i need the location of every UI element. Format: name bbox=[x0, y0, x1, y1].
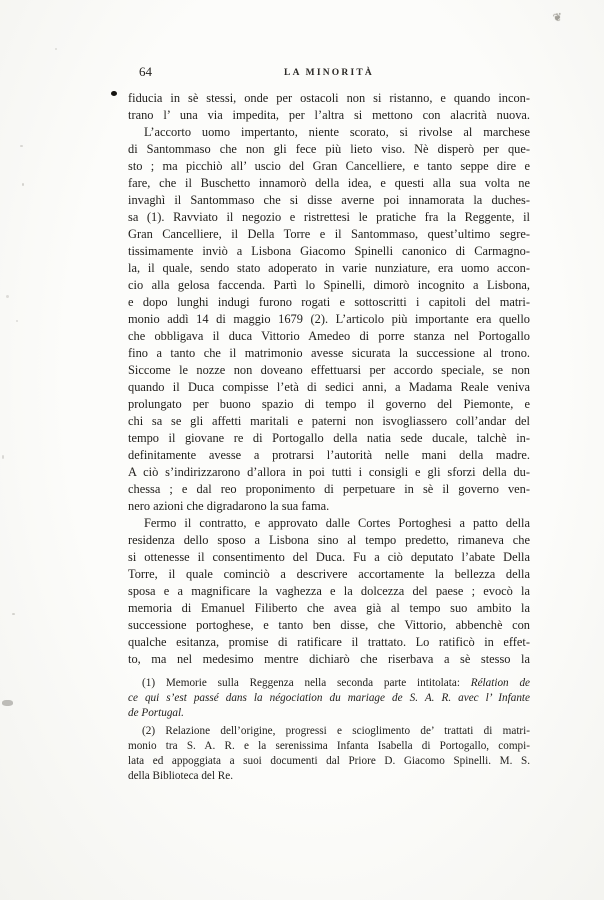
footnote-italic-text: ce qui s’est passé dans la négociation du mariage de S. A. R. avec l’ Infante bbox=[128, 692, 530, 704]
text-line: monio addì 14 di maggio 1679 (2). L’articolo più importante era quello bbox=[128, 312, 530, 326]
text-line: e dopo lunghi indugi furono rogati e sottoscritti i capitoli del matri- bbox=[128, 295, 530, 309]
footnote-text: (1) Memorie sulla Reggenza nella seconda parte intitolata: bbox=[142, 677, 471, 689]
footnote-italic-text: Rélation de bbox=[470, 677, 531, 689]
text-line: Gran Cancelliere, il Della Torre e il Santommaso, quest’ultimo segre- bbox=[128, 227, 530, 241]
footnote-text: (2) Relazione dell’origine, progressi e scioglimento de’ trattati di matri- bbox=[142, 725, 530, 737]
footnote-text: lata ed appoggiata a suoi documenti dal Priore D. Giacomo Spinelli. M. S. bbox=[128, 755, 530, 767]
text-line: A ciò s’indirizzarono d’allora in poi tutti i consigli e gli sforzi della du- bbox=[128, 465, 530, 479]
scan-speck bbox=[6, 295, 9, 298]
text-line: sa (1). Ravviato il negozio e ristrettesi le pratiche fra la Reggente, il bbox=[128, 210, 530, 224]
scan-speck bbox=[2, 700, 13, 706]
text-line: chi sa se gli affetti maritali e paterni non isvogliassero coll’andar del bbox=[128, 414, 530, 428]
text-line: cio alla gelosa faccenda. Partì lo Spinelli, dimorò incognito a Lisbona, bbox=[128, 278, 530, 292]
text-line: nero azioni che digradarono la sua fama. bbox=[128, 499, 330, 513]
footnotes bbox=[128, 676, 530, 784]
body-text bbox=[128, 90, 530, 668]
text-line: sto ; ma picchiò all’ uscio del Gran Cancelliere, e tanto seppe dire e bbox=[128, 159, 530, 173]
scan-speck bbox=[16, 320, 18, 322]
text-line: trano l’ una via impedita, per l’altra si mettono con alacrità nuova. bbox=[128, 108, 530, 122]
footnote bbox=[128, 676, 530, 721]
text-line: L’accorto uomo impertanto, niente scorato, si rivolse al marchese bbox=[144, 125, 530, 139]
footnote-line bbox=[128, 691, 530, 706]
footnote-line bbox=[128, 754, 530, 769]
footnote-italic-text: de Portugal. bbox=[128, 707, 184, 719]
text-line: di Santommaso che non gli fece più lieto viso. Nè disperò per que- bbox=[128, 142, 530, 156]
text-line: si ottenesse il consentimento del Duca. Fu a ciò deputato l’abate Della bbox=[128, 550, 530, 564]
scan-speck bbox=[175, 254, 177, 256]
text-line: tissimamente inviò a Lisbona Giacomo Spinelli canonico di Carmagno- bbox=[128, 244, 530, 258]
text-line: prolungato per buono spazio di tempo il governo del Piemonte, e bbox=[128, 397, 530, 411]
footnote-line bbox=[128, 706, 530, 721]
text-line: qualche esitanza, promise di ratificare il trattato. Lo ratificò in effet- bbox=[128, 635, 530, 649]
scan-speck bbox=[20, 145, 23, 147]
text-line: to, ma nel medesimo mentre dichiarò che riserbava a sè stesso la bbox=[128, 652, 530, 666]
scan-speck bbox=[55, 48, 57, 50]
text-line: invaghì il Santommaso che si disse averne poi innamorata la duches- bbox=[128, 193, 530, 207]
text-line: fino a tanto che il matrimonio avesse sicurata la successione al trono. bbox=[128, 346, 530, 360]
page-number: 64 bbox=[139, 64, 152, 79]
scan-speck bbox=[22, 183, 24, 186]
text-line: quando il Duca compisse l’età di sedici anni, a Madama Reale veniva bbox=[128, 380, 530, 394]
running-title: LA MINORITÀ bbox=[284, 68, 374, 78]
ink-smudge-ornament: ❦ bbox=[552, 11, 564, 25]
text-line: Siccome le nozze non doveano effettuarsi per accordo speciale, se non bbox=[128, 363, 530, 377]
text-line: chessa ; e dal reo proponimento di perpetuare in sè il governo ven- bbox=[128, 482, 530, 496]
text-line: tempo il giovane re di Portogallo della natia sede ducale, talchè in- bbox=[128, 431, 530, 445]
text-line: definitamente avesse a protrarsi l’autorità nelle mani della madre. bbox=[128, 448, 530, 462]
text-line: memoria di Emanuel Filiberto che avea già al tempo suo ambito la bbox=[128, 601, 530, 615]
margin-dot bbox=[111, 91, 117, 96]
text-line: fare, che il Buschetto innamorò della idea, e questi alla sua volta ne bbox=[128, 176, 530, 190]
text-line: successione portoghese, e tanto ben disse, che Vittorio, abbenchè con bbox=[128, 618, 530, 632]
text-line: fiducia in sè stessi, onde per ostacoli non si ristanno, e quando incon- bbox=[128, 91, 530, 105]
footnote-line bbox=[128, 724, 530, 739]
text-line: sposa e a magnificare la vaghezza e la dolcezza del paese ; evocò la bbox=[128, 584, 530, 598]
footnote-line bbox=[128, 676, 530, 691]
text-line: residenza dello sposo a Lisbona sino al tempo predetto, rimaneva che bbox=[128, 533, 530, 547]
text-line: che obbligava il duca Vittorio Amedeo di porre stanza nel Portogallo bbox=[128, 329, 530, 343]
scan-speck bbox=[12, 613, 15, 615]
text-line: la, il quale, sendo stato adoperato in varie nunziature, era uomo accon- bbox=[128, 261, 530, 275]
footnote-line bbox=[128, 739, 530, 754]
text-line: Torre, il quale cominciò a descrivere accortamente la bellezza della bbox=[128, 567, 530, 581]
footnote-text: monio tra S. A. R. e la serenissima Infanta Isabella di Portogallo, compi- bbox=[128, 740, 530, 752]
footnote-line bbox=[128, 769, 530, 784]
footnote-text: della Biblioteca del Re. bbox=[128, 770, 234, 782]
footnote bbox=[128, 724, 530, 784]
text-line: Fermo il contratto, e approvato dalle Cortes Portoghesi a patto della bbox=[144, 516, 530, 530]
scan-speck bbox=[2, 455, 4, 459]
